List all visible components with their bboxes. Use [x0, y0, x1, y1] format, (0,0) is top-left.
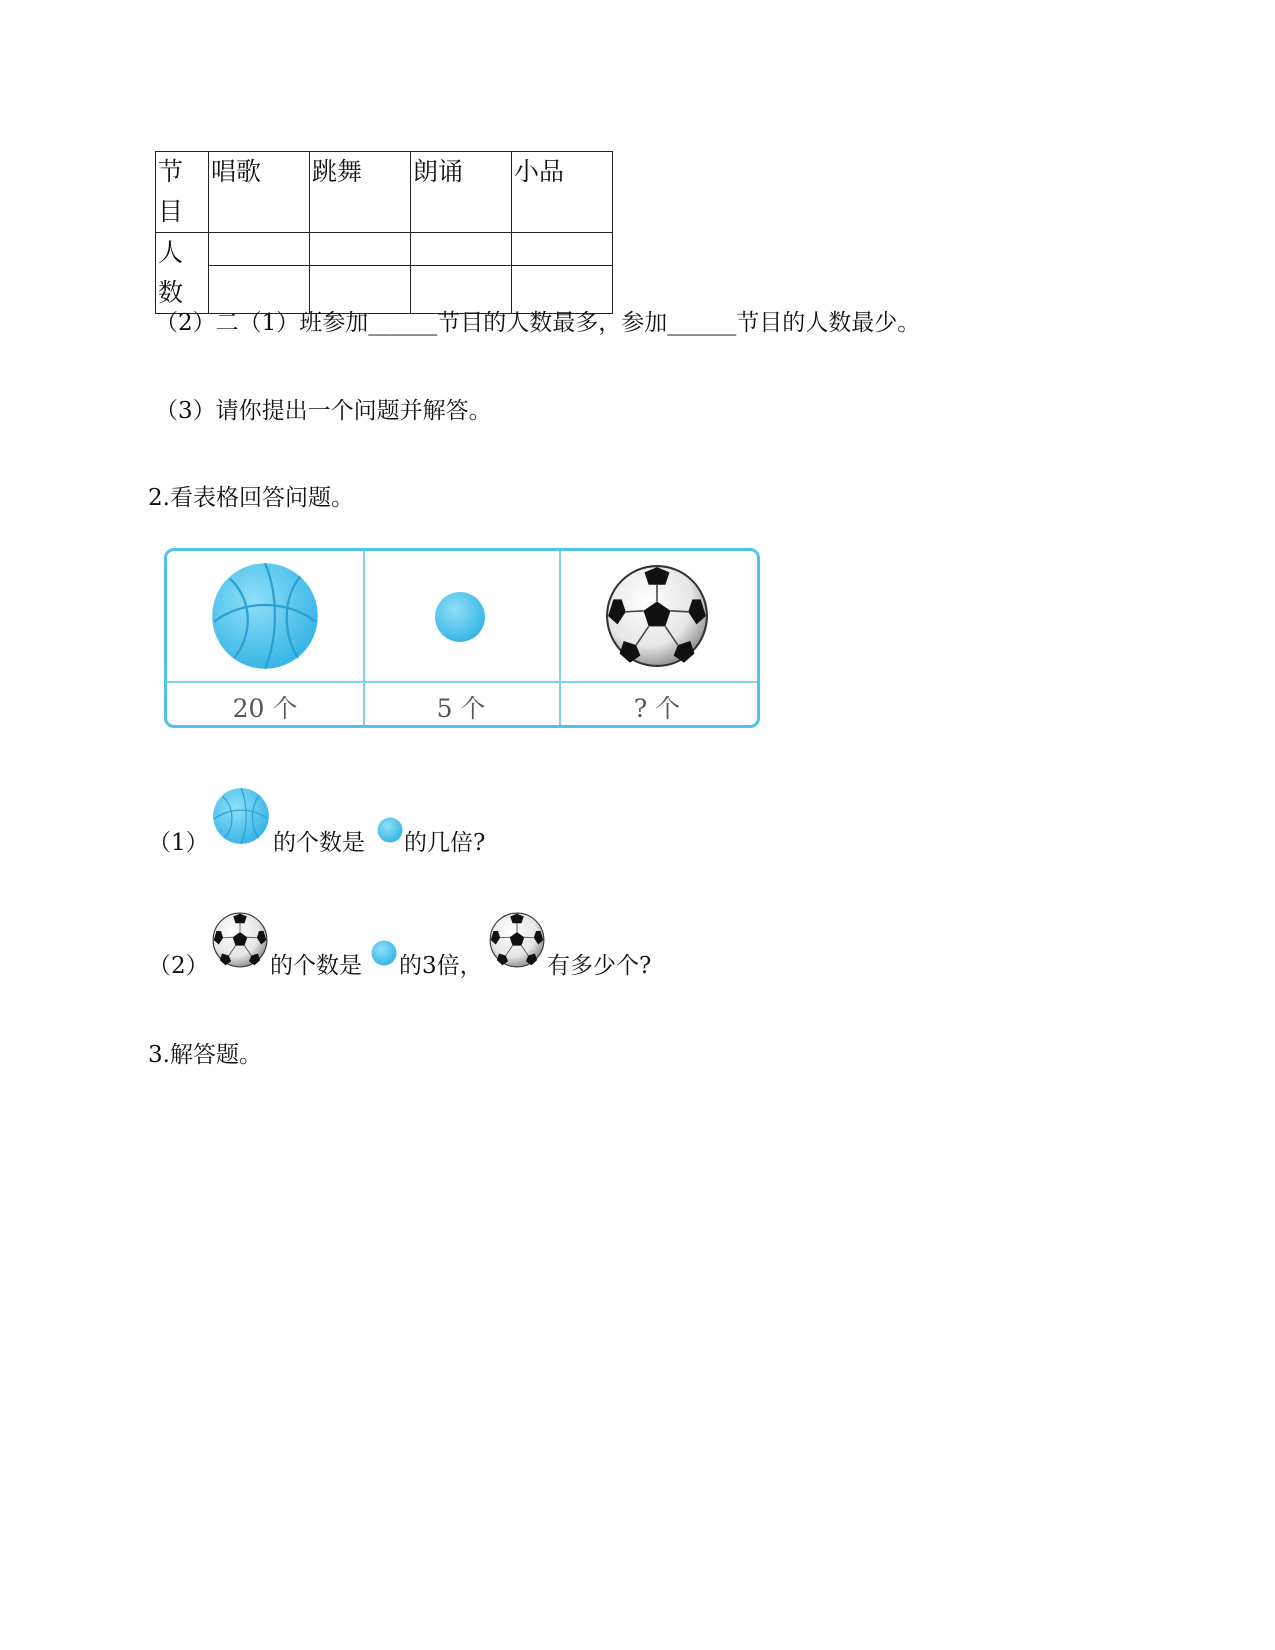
survey-blank-cell[interactable] [310, 233, 411, 314]
survey-cell-sketch: 小品 [512, 152, 613, 233]
basketball-icon [210, 561, 320, 671]
survey-blank-cell[interactable] [411, 233, 512, 314]
question-2-2-mid: 的个数是 [270, 953, 362, 979]
survey-count-row [156, 233, 613, 314]
ball-icon [371, 940, 397, 966]
basketball-icon [212, 787, 270, 845]
survey-cell-recitation: 朗诵 [411, 152, 512, 233]
question-1-2: （2）二（1）班参加______节目的人数最多，参加______节目的人数最少。 [155, 310, 921, 336]
survey-cell-dancing: 跳舞 [310, 152, 411, 233]
basketball-count: 20 个 [232, 694, 298, 723]
survey-cell-program: 节目 [156, 152, 209, 233]
survey-cell-count-label: 人数 [156, 233, 209, 314]
question-1-3: （3）请你提出一个问题并解答。 [155, 398, 492, 424]
survey-table [155, 151, 613, 314]
question-2-1-suffix: 的几倍? [404, 830, 486, 856]
soccer-ball-icon [489, 912, 545, 968]
ball-icon [434, 591, 486, 643]
question-2-1-mid: 的个数是 [273, 830, 365, 856]
ball-table [164, 548, 760, 728]
question-3-title: 3.解答题。 [148, 1042, 262, 1068]
question-2-2-prefix: （2） [148, 953, 209, 979]
survey-header-row [156, 152, 613, 233]
ball-count: 5 个 [436, 694, 486, 723]
survey-blank-cell[interactable] [512, 233, 613, 314]
survey-blank-cell[interactable] [209, 233, 310, 314]
ball-table-divider [167, 681, 757, 683]
ball-icon [377, 817, 403, 843]
soccer-ball-icon [212, 912, 268, 968]
question-2-1-prefix: （1） [148, 830, 209, 856]
question-2-2-suffix: 有多少个? [547, 953, 652, 979]
question-2-title: 2.看表格回答问题。 [148, 485, 354, 511]
soccer-ball-count: ? 个 [633, 694, 681, 723]
soccer-ball-icon [605, 564, 709, 668]
question-2-2-mid2: 的3倍， [399, 953, 483, 979]
survey-cell-singing: 唱歌 [209, 152, 310, 233]
